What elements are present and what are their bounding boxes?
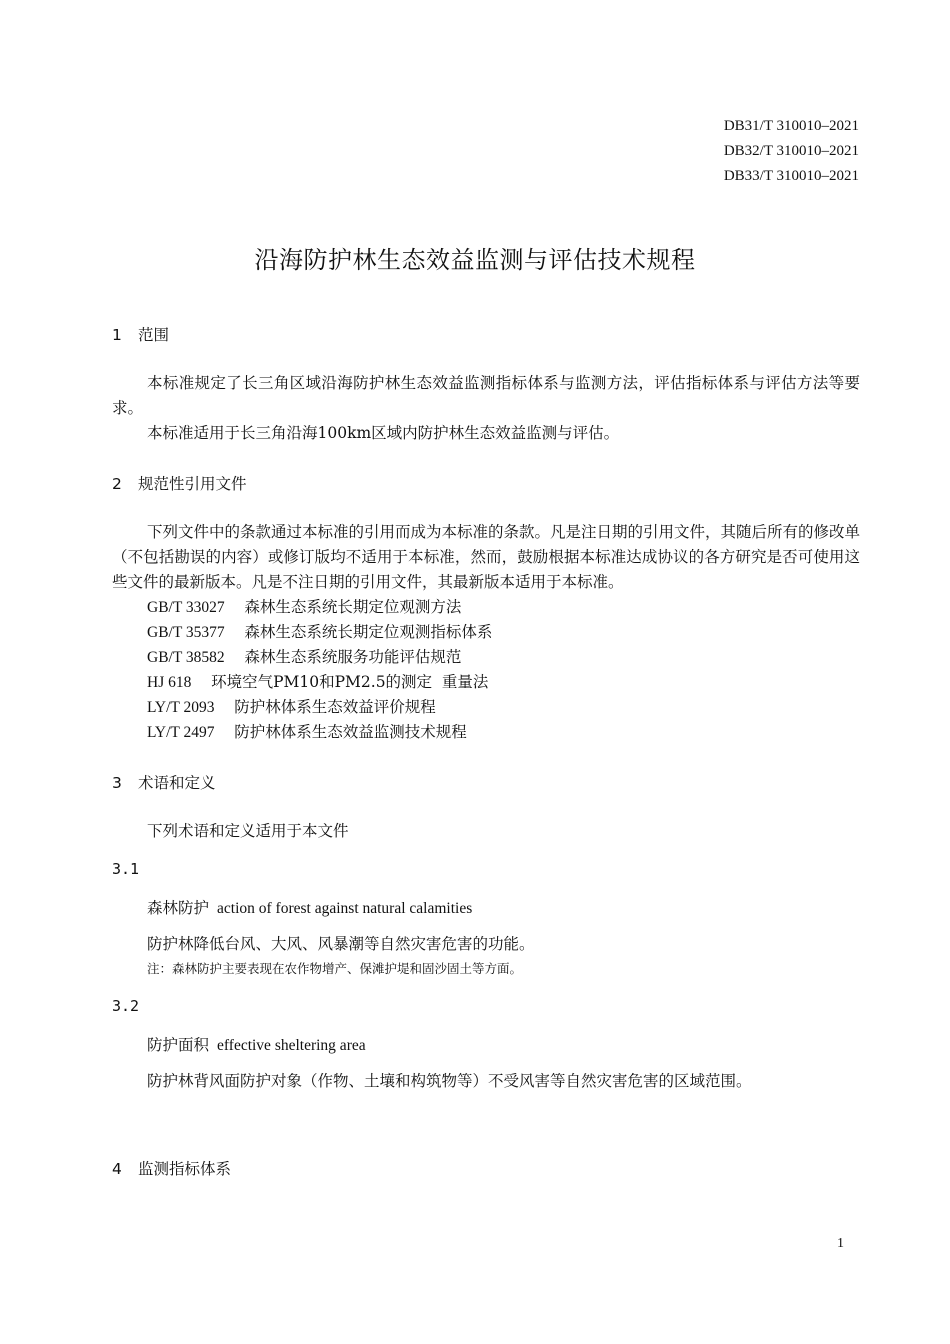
term-en: action of forest against natural calamities (217, 900, 473, 917)
section-title: 范围 (138, 326, 170, 344)
paragraph: 下列文件中的条款通过本标准的引用而成为本标准的条款。凡是注日期的引用文件，其随后所有的修改单（不包括勘误的内容）或修订版均不适用于本标准，然而，鼓励根据本标准达成协议的各方研究是否可使用这些文件的最新版本。凡是不注日期的引用文件，其最新版本适用于本标准。 (112, 523, 861, 591)
reference-item (147, 670, 488, 695)
paragraph: 下列术语和定义适用于本文件 (147, 822, 349, 840)
section-number: 1 (112, 326, 122, 344)
term-number: 3.2 (112, 997, 140, 1015)
reference-title: 森林生态系统服务功能评估规范 (244, 648, 462, 666)
term-number: 3.1 (112, 860, 140, 878)
reference-title: 环境空气PM10和PM2.5的测定 重量法 (211, 673, 489, 691)
reference-item (147, 620, 492, 645)
page-number: 1 (837, 1236, 844, 1251)
term-definition: 防护林背风面防护对象（作物、土壤和构筑物等）不受风害等自然灾害危害的区域范围。 (147, 1072, 752, 1090)
standard-code: DB32/T 310010–2021 (723, 143, 859, 159)
reference-code: GB/T 33027 (147, 599, 225, 616)
section-number: 2 (112, 475, 122, 493)
term-zh: 防护面积 (147, 1036, 210, 1054)
section-title: 术语和定义 (138, 774, 216, 792)
paragraph: 本标准规定了长三角区域沿海防护林生态效益监测指标体系与监测方法，评估指标体系与评估方法等要求。 (112, 374, 860, 417)
section-heading-scope (112, 323, 169, 345)
reference-title: 森林生态系统长期定位观测指标体系 (244, 623, 493, 641)
term-definition: 防护林降低台风、大风、风暴潮等自然灾害危害的功能。 (147, 935, 535, 953)
reference-code: GB/T 35377 (147, 624, 225, 641)
term-zh: 森林防护 (147, 899, 210, 917)
section-title: 监测指标体系 (138, 1160, 232, 1178)
standard-code: DB31/T 310010–2021 (723, 118, 859, 134)
term-entry (147, 1033, 366, 1055)
term-en: effective sheltering area (217, 1037, 366, 1054)
reference-title: 防护林体系生态效益评价规程 (234, 698, 436, 716)
reference-item (147, 595, 461, 620)
document-title: 沿海防护林生态效益监测与评估技术规程 (254, 246, 696, 274)
reference-code: LY/T 2093 (147, 699, 215, 716)
term-note: 注：森林防护主要表现在农作物增产、保滩护堤和固沙固土等方面。 (147, 961, 523, 976)
reference-title: 森林生态系统长期定位观测方法 (244, 598, 462, 616)
section-heading-terms-definitions (112, 771, 216, 793)
standard-code: DB33/T 310010–2021 (723, 168, 859, 184)
reference-item (147, 645, 461, 670)
standard-codes (724, 114, 859, 189)
reference-code: HJ 618 (147, 674, 192, 691)
section-title: 规范性引用文件 (138, 475, 247, 493)
section-heading-monitoring-indicators (112, 1157, 231, 1179)
paragraph: 本标准适用于长三角沿海100km区域内防护林生态效益监测与评估。 (147, 424, 620, 442)
reference-code: LY/T 2497 (147, 724, 215, 741)
reference-code: GB/T 38582 (147, 649, 225, 666)
reference-title: 防护林体系生态效益监测技术规程 (234, 723, 467, 741)
term-entry (147, 896, 472, 918)
section-number: 3 (112, 774, 122, 792)
section-heading-normative-references (112, 472, 247, 494)
reference-item (147, 695, 436, 720)
section-number: 4 (112, 1160, 122, 1178)
reference-item (147, 720, 467, 745)
